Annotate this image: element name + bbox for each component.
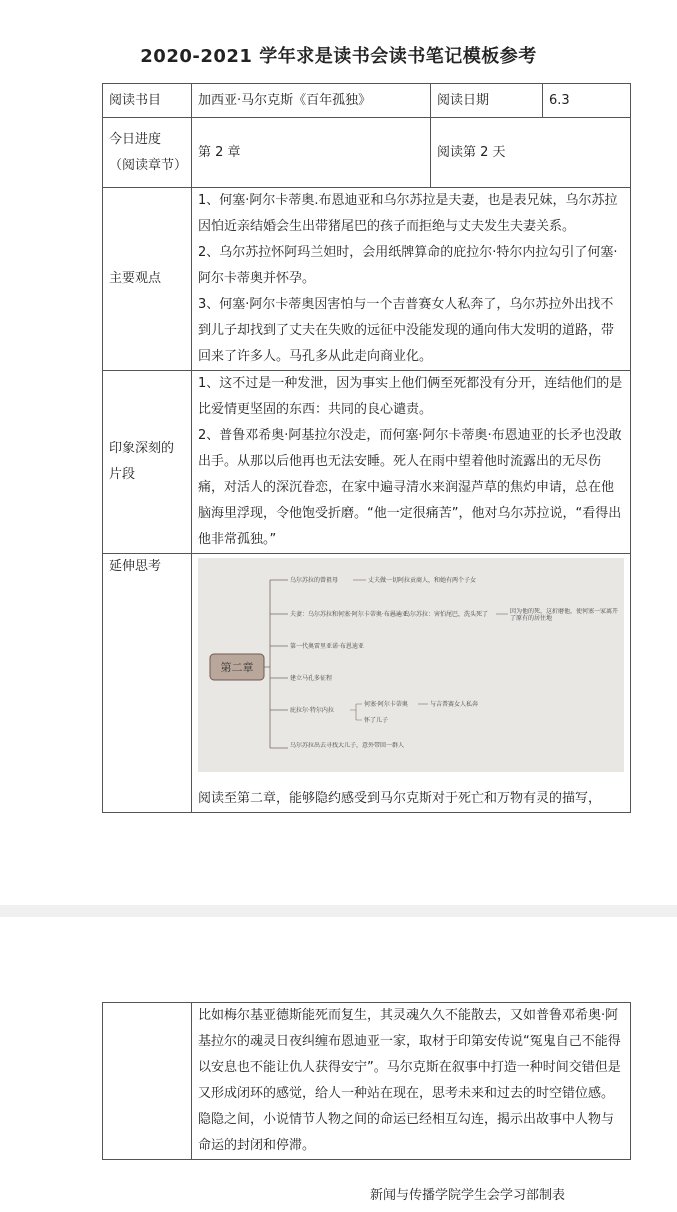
extend-text-cont: 比如梅尔基亚德斯能死而复生，其灵魂久久不能散去，又如普鲁邓希奥·阿基拉尔的魂灵日夜纠缠布恩迪亚一家，取材于印第安传说“冤鬼自己不能得以安息也不能让仇人获得安宁”。马尔克斯在叙事中打造一种时间交错但是又形成闭环的感觉，给人一种站在现在，思考未来和过去的时空错位感。隐隐之间，小说情节人物之间的命运已经相互勾连，揭示出故事中人物与命运的封闭和停滞。 [192,1003,631,1160]
mindmap-branch: 建立马孔多征程 [290,675,333,682]
notes-table [102,83,631,813]
mindmap-branch: 庇拉尔·特尔内拉 [290,707,334,714]
view-item: 2、乌尔苏拉怀阿玛兰妲时，会用纸牌算命的庇拉尔·特尔内拉勾引了何塞·阿尔卡蒂奥并怀孕。 [198,245,618,286]
page-title: 2020-2021 学年求是读书会读书笔记模板参考 [140,46,537,67]
mindmap-image [198,558,624,772]
mindmap-branch: 乌尔苏拉出去寻找大儿子，意外带回一群人 [290,742,405,749]
date-label: 阅读日期 [431,84,543,118]
mindmap-note: 何塞·阿尔卡蒂奥 [364,701,408,708]
mindmap-note: 与吉普赛女人私奔 [430,701,479,708]
mindmap-note: 丈夫做一切阿拉贡商人，和她有两个子女 [368,577,477,584]
extend-label: 延伸思考 [103,554,192,813]
book-label: 阅读书目 [103,84,192,118]
view-item: 1、何塞·阿尔卡蒂奥.布恩迪亚和乌尔苏拉是夫妻，也是表兄妹，乌尔苏拉因怕近亲结婚会生出带猪尾巴的孩子而拒绝与丈夫发生夫妻关系。 [198,193,618,234]
impress-label: 印象深刻的片段 [103,371,192,554]
mindmap-root: 第二章 [220,661,254,674]
date-value: 6.3 [543,84,631,118]
views-label: 主要观点 [103,188,192,371]
impress-cell [192,371,631,554]
mindmap-branch: 夫妻：乌尔苏拉和何塞·阿尔卡蒂奥·布恩迪亚 [290,611,408,618]
progress-day: 阅读第 2 天 [431,118,631,188]
mindmap-note: 因为他的死，这折磨他，使何塞一家离开了原有的居住地 [510,608,619,622]
mindmap-note: 乌尔苏拉：害怕尾巴，洗头死了 [404,611,489,618]
extend-cell [192,554,631,813]
mindmap-branch: 乌尔苏拉的曾祖母 [290,577,339,584]
mindmap-branch: 第一代奥雷里亚诺·布恩迪亚 [290,643,364,650]
impress-item: 2、普鲁邓希奥·阿基拉尔没走，而何塞·阿尔卡蒂奥·布恩迪亚的长矛也没敢出手。从那以后他再也无法安睡。死人在雨中望着他时流露出的无尽伤痛，对活人的深沉眷恋，在家中遍寻清水来润湿芦草的焦灼申请，总在他脑海里浮现，令他饱受折磨。“他一定很痛苦”，他对乌尔苏拉说，“看得出他非常孤独。” [198,428,622,547]
views-cell [192,188,631,371]
page-break [0,905,677,917]
notes-table-continued [102,1002,631,1160]
empty-label-cell [103,1003,192,1160]
progress-value: 第 2 章 [192,118,431,188]
footer: 新闻与传播学院学生会学习部制表 [370,1188,566,1203]
impress-item: 1、这不过是一种发泄，因为事实上他们俩至死都没有分开，连结他们的是比爱情更坚固的东西：共同的良心谴责。 [198,376,623,417]
mindmap-note: 怀了儿子 [364,717,389,724]
progress-label: 今日进度（阅读章节） [103,118,192,188]
view-item: 3、何塞·阿尔卡蒂奥因害怕与一个吉普赛女人私奔了，乌尔苏拉外出找不到儿子却找到了丈夫在失败的远征中没能发现的通向伟大发明的道路，带回来了许多人。马孔多从此走向商业化。 [198,297,615,364]
extend-text: 阅读至第二章，能够隐约感受到马尔克斯对于死亡和万物有灵的描写， [198,791,602,806]
book-value: 加西亚·马尔克斯《百年孤独》 [192,84,431,118]
